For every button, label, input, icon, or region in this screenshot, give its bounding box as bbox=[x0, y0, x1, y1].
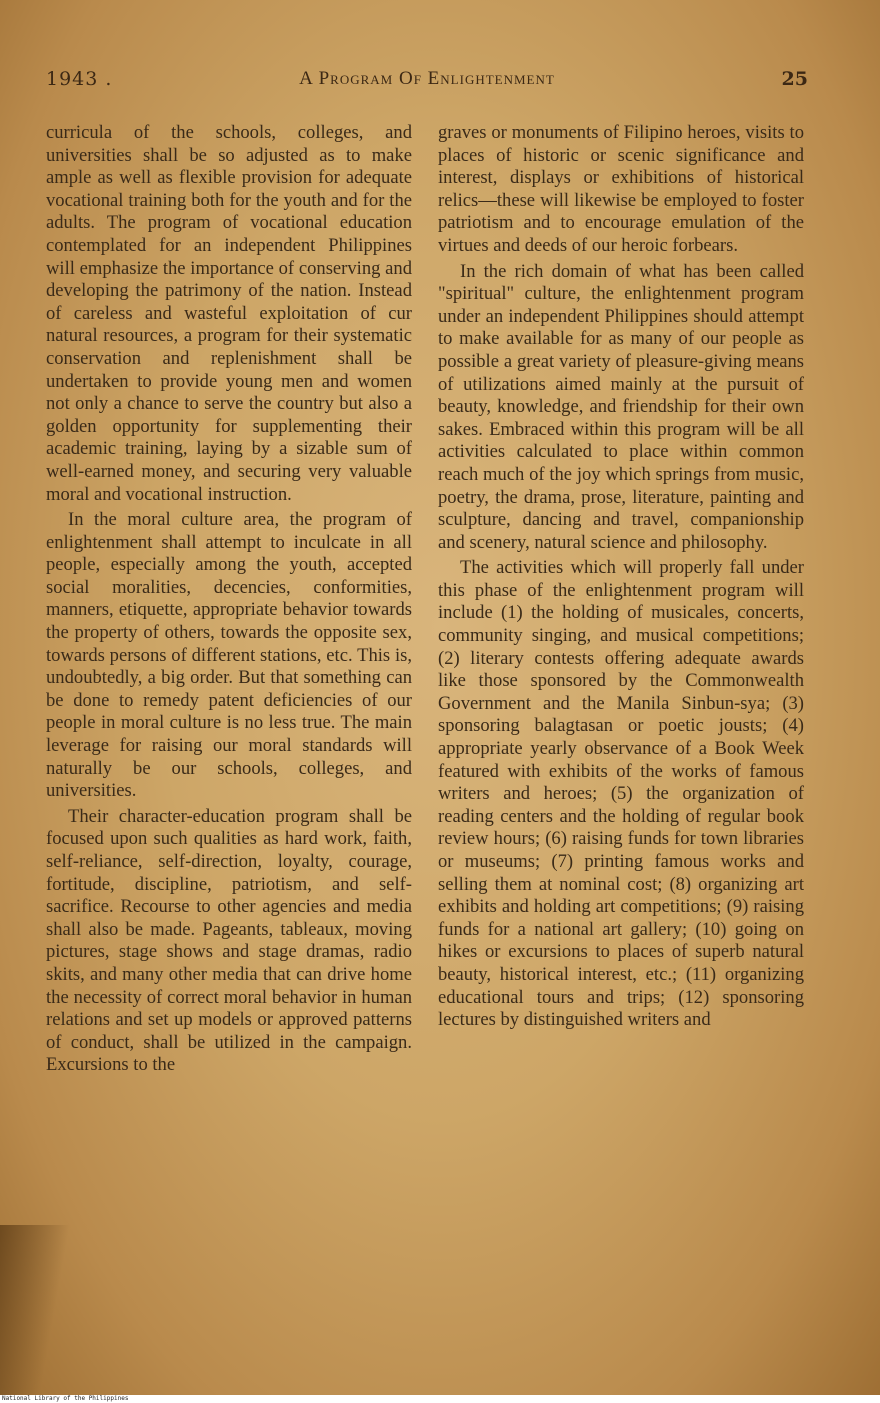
paragraph: curricula of the schools, colleges, and universities shall be so adjusted as to make ample as well as flexible provision for adequate vocational training both for the youth and for the adults. The program of vocational education contemplated for an independent Philippines will emphasize the importance of conserving and developing the patrimony of the nation. Instead of careless and wasteful exploitation of cur natural resources, a program for their systematic conservation and replenishment shall be undertaken to provide young men and women not only a chance to serve the country but also a golden opportunity for supplementing their academic training, laying by a sizable sum of well-earned money, and securing very valuable moral and vocational instruction. bbox=[46, 122, 412, 505]
page-header bbox=[46, 68, 808, 98]
paragraph: graves or monuments of Filipino heroes, visits to places of historic or scenic significance and interest, displays or exhibitions of historical relics—these will likewise be employed to foster patriotism and to encourage emulation of the virtues and deeds of our heroic forbears. bbox=[438, 122, 804, 256]
right-column bbox=[438, 122, 804, 1032]
header-year: 1943 . bbox=[46, 68, 113, 90]
paragraph: In the rich domain of what has been called "spiritual" culture, the enlightenment program under an independent Philippines should attempt to make available for as many of our people as possible a great variety of pleasure-giving means of utilizations aimed mainly at the pursuit of beauty, knowledge, and friendship for their own sakes. Embraced within this program will be all activities calculated to place within common reach much of the joy which springs from music, poetry, the drama, prose, literature, painting and sculpture, dancing and travel, companionship and scenery, natural science and philosophy. bbox=[438, 260, 804, 553]
running-title: A Program Of Enlightenment bbox=[299, 68, 555, 89]
paragraph: Their character-education program shall be focused upon such qualities as hard work, faith, self-reliance, self-direction, loyalty, courage, fortitude, discipline, patriotism, and self-sacrifice. Recourse to other agencies and media shall also be made. Pageants, tableaux, moving pictures, stage shows and stage dramas, radio skits, and many other media that can drive home the necessity of correct moral behavior in human relations and set up models or approved patterns of conduct, shall be utilized in the campaign. Excursions to the bbox=[46, 805, 412, 1076]
page-stain bbox=[0, 1225, 70, 1395]
left-column bbox=[46, 122, 412, 1077]
library-credit: National Library of the Philippines bbox=[0, 1395, 880, 1403]
page-number: 25 bbox=[781, 68, 808, 90]
paragraph: The activities which will properly fall under this phase of the enlightenment program will include (1) the holding of musicales, concerts, community singing, and musical competitions; (2) literary contests offering adequate awards like those sponsored by the Commonwealth Government and the Manila Sinbun-sya; (3) sponsoring balagtasan or poetic jousts; (4) appropriate yearly observance of a Book Week featured with exhibits of the works of famous writers and heroes; (5) the organization of reading centers and the holding of regular book review hours; (6) raising funds for town libraries or museums; (7) printing famous works and selling them at nominal cost; (8) organizing art exhibits and holding art competitions; (9) raising funds for a national art gallery; (10) going on hikes or excursions to places of superb natural beauty, historical interest, etc.; (11) organizing educational tours and trips; (12) sponsoring lectures by distinguished writers and bbox=[438, 557, 804, 1031]
paragraph: In the moral culture area, the program of enlightenment shall attempt to inculcate in all people, especially among the youth, accepted social moralities, decencies, conformities, manners, etiquette, appropriate behavior towards the property of others, towards the opposite sex, towards persons of different stations, etc. This is, undoubtedly, a big order. But that something can be done to remedy patent deficiencies of our people in moral culture is no less true. The main leverage for raising our moral standards will naturally be our schools, colleges, and universities. bbox=[46, 509, 412, 802]
